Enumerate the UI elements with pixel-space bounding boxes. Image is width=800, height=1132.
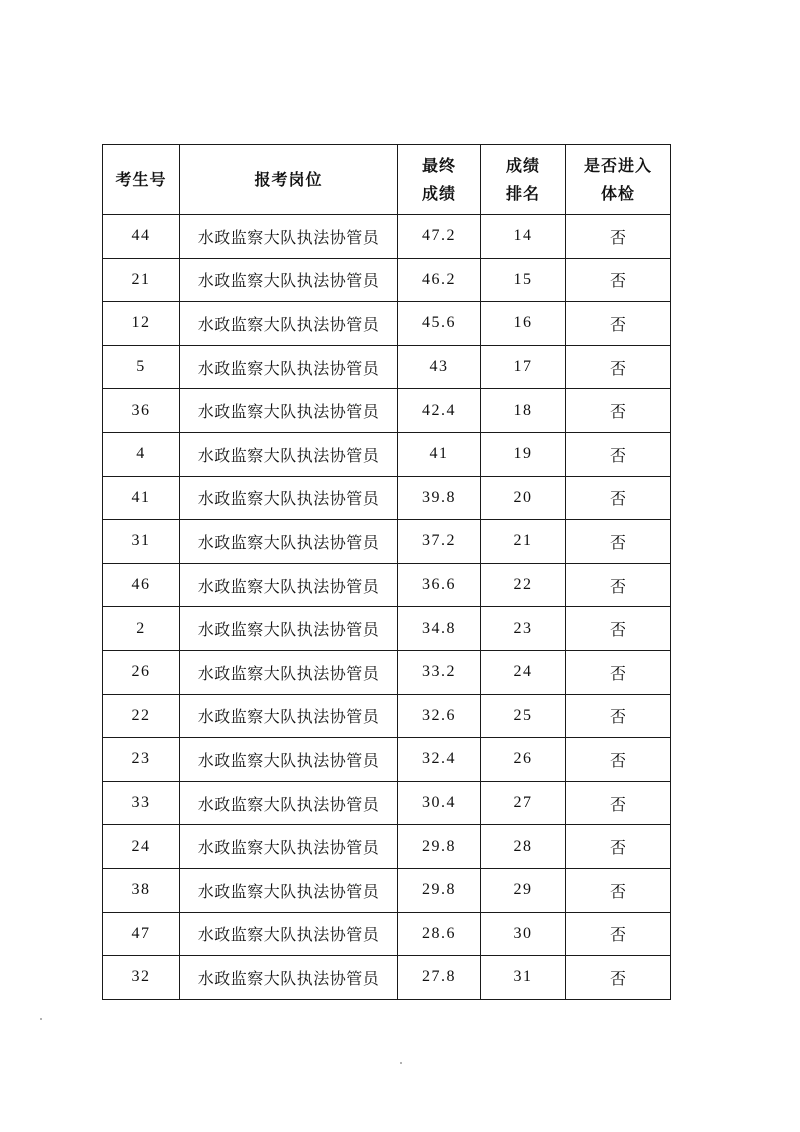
cell-exam-no: 41 bbox=[103, 476, 180, 520]
header-final-score: 最终 成绩 bbox=[398, 145, 481, 215]
cell-rank: 21 bbox=[481, 520, 566, 564]
cell-physical-exam: 否 bbox=[566, 781, 671, 825]
cell-position: 水政监察大队执法协管员 bbox=[180, 825, 398, 869]
cell-rank: 23 bbox=[481, 607, 566, 651]
cell-final-score: 42.4 bbox=[398, 389, 481, 433]
cell-physical-exam: 否 bbox=[566, 738, 671, 782]
table-row bbox=[103, 258, 671, 302]
table-row bbox=[103, 476, 671, 520]
cell-exam-no: 47 bbox=[103, 912, 180, 956]
cell-final-score: 33.2 bbox=[398, 650, 481, 694]
cell-rank: 15 bbox=[481, 258, 566, 302]
table-row bbox=[103, 650, 671, 694]
cell-physical-exam: 否 bbox=[566, 215, 671, 259]
cell-exam-no: 44 bbox=[103, 215, 180, 259]
cell-rank: 24 bbox=[481, 650, 566, 694]
cell-final-score: 34.8 bbox=[398, 607, 481, 651]
cell-exam-no: 46 bbox=[103, 563, 180, 607]
cell-position: 水政监察大队执法协管员 bbox=[180, 520, 398, 564]
cell-final-score: 32.4 bbox=[398, 738, 481, 782]
table-row bbox=[103, 520, 671, 564]
cell-physical-exam: 否 bbox=[566, 868, 671, 912]
cell-final-score: 47.2 bbox=[398, 215, 481, 259]
table-row bbox=[103, 868, 671, 912]
table-row bbox=[103, 956, 671, 1000]
cell-physical-exam: 否 bbox=[566, 476, 671, 520]
table-row bbox=[103, 607, 671, 651]
cell-position: 水政监察大队执法协管员 bbox=[180, 738, 398, 782]
cell-position: 水政监察大队执法协管员 bbox=[180, 345, 398, 389]
table-row bbox=[103, 694, 671, 738]
cell-rank: 18 bbox=[481, 389, 566, 433]
cell-final-score: 29.8 bbox=[398, 868, 481, 912]
table-row bbox=[103, 912, 671, 956]
cell-position: 水政监察大队执法协管员 bbox=[180, 694, 398, 738]
cell-exam-no: 31 bbox=[103, 520, 180, 564]
cell-physical-exam: 否 bbox=[566, 825, 671, 869]
cell-exam-no: 33 bbox=[103, 781, 180, 825]
table-row bbox=[103, 389, 671, 433]
header-row bbox=[103, 145, 671, 215]
cell-rank: 22 bbox=[481, 563, 566, 607]
cell-final-score: 30.4 bbox=[398, 781, 481, 825]
cell-exam-no: 2 bbox=[103, 607, 180, 651]
cell-physical-exam: 否 bbox=[566, 520, 671, 564]
cell-exam-no: 36 bbox=[103, 389, 180, 433]
cell-rank: 16 bbox=[481, 302, 566, 346]
cell-final-score: 45.6 bbox=[398, 302, 481, 346]
cell-final-score: 36.6 bbox=[398, 563, 481, 607]
cell-position: 水政监察大队执法协管员 bbox=[180, 258, 398, 302]
cell-position: 水政监察大队执法协管员 bbox=[180, 650, 398, 694]
cell-position: 水政监察大队执法协管员 bbox=[180, 302, 398, 346]
cell-exam-no: 24 bbox=[103, 825, 180, 869]
cell-physical-exam: 否 bbox=[566, 956, 671, 1000]
cell-position: 水政监察大队执法协管员 bbox=[180, 215, 398, 259]
cell-rank: 31 bbox=[481, 956, 566, 1000]
cell-rank: 30 bbox=[481, 912, 566, 956]
cell-physical-exam: 否 bbox=[566, 563, 671, 607]
table-row bbox=[103, 215, 671, 259]
cell-final-score: 27.8 bbox=[398, 956, 481, 1000]
cell-exam-no: 38 bbox=[103, 868, 180, 912]
cell-rank: 27 bbox=[481, 781, 566, 825]
cell-physical-exam: 否 bbox=[566, 302, 671, 346]
cell-final-score: 32.6 bbox=[398, 694, 481, 738]
cell-position: 水政监察大队执法协管员 bbox=[180, 956, 398, 1000]
cell-exam-no: 23 bbox=[103, 738, 180, 782]
cell-final-score: 39.8 bbox=[398, 476, 481, 520]
results-table bbox=[102, 144, 671, 1000]
cell-physical-exam: 否 bbox=[566, 345, 671, 389]
cell-exam-no: 26 bbox=[103, 650, 180, 694]
cell-exam-no: 5 bbox=[103, 345, 180, 389]
cell-exam-no: 12 bbox=[103, 302, 180, 346]
cell-exam-no: 22 bbox=[103, 694, 180, 738]
table-row bbox=[103, 825, 671, 869]
table-row bbox=[103, 563, 671, 607]
cell-position: 水政监察大队执法协管员 bbox=[180, 607, 398, 651]
table-header bbox=[103, 145, 671, 215]
cell-rank: 29 bbox=[481, 868, 566, 912]
cell-position: 水政监察大队执法协管员 bbox=[180, 781, 398, 825]
table-body bbox=[103, 215, 671, 1000]
cell-rank: 20 bbox=[481, 476, 566, 520]
cell-final-score: 29.8 bbox=[398, 825, 481, 869]
cell-rank: 28 bbox=[481, 825, 566, 869]
table-row bbox=[103, 738, 671, 782]
cell-physical-exam: 否 bbox=[566, 432, 671, 476]
cell-final-score: 43 bbox=[398, 345, 481, 389]
header-exam-no: 考生号 bbox=[103, 145, 180, 215]
cell-final-score: 46.2 bbox=[398, 258, 481, 302]
table-row bbox=[103, 345, 671, 389]
cell-physical-exam: 否 bbox=[566, 389, 671, 433]
scan-speck bbox=[40, 1018, 42, 1020]
cell-physical-exam: 否 bbox=[566, 258, 671, 302]
table-row bbox=[103, 781, 671, 825]
cell-rank: 19 bbox=[481, 432, 566, 476]
header-position: 报考岗位 bbox=[180, 145, 398, 215]
cell-position: 水政监察大队执法协管员 bbox=[180, 912, 398, 956]
cell-rank: 25 bbox=[481, 694, 566, 738]
cell-physical-exam: 否 bbox=[566, 650, 671, 694]
cell-final-score: 41 bbox=[398, 432, 481, 476]
cell-physical-exam: 否 bbox=[566, 694, 671, 738]
table-row bbox=[103, 432, 671, 476]
cell-exam-no: 4 bbox=[103, 432, 180, 476]
cell-physical-exam: 否 bbox=[566, 912, 671, 956]
cell-position: 水政监察大队执法协管员 bbox=[180, 868, 398, 912]
table-row bbox=[103, 302, 671, 346]
cell-final-score: 28.6 bbox=[398, 912, 481, 956]
cell-exam-no: 21 bbox=[103, 258, 180, 302]
cell-position: 水政监察大队执法协管员 bbox=[180, 563, 398, 607]
cell-rank: 26 bbox=[481, 738, 566, 782]
cell-rank: 17 bbox=[481, 345, 566, 389]
header-physical-exam: 是否进入 体检 bbox=[566, 145, 671, 215]
cell-final-score: 37.2 bbox=[398, 520, 481, 564]
cell-position: 水政监察大队执法协管员 bbox=[180, 389, 398, 433]
cell-exam-no: 32 bbox=[103, 956, 180, 1000]
cell-physical-exam: 否 bbox=[566, 607, 671, 651]
scan-speck bbox=[400, 1062, 402, 1064]
header-rank: 成绩 排名 bbox=[481, 145, 566, 215]
cell-position: 水政监察大队执法协管员 bbox=[180, 476, 398, 520]
cell-position: 水政监察大队执法协管员 bbox=[180, 432, 398, 476]
cell-rank: 14 bbox=[481, 215, 566, 259]
